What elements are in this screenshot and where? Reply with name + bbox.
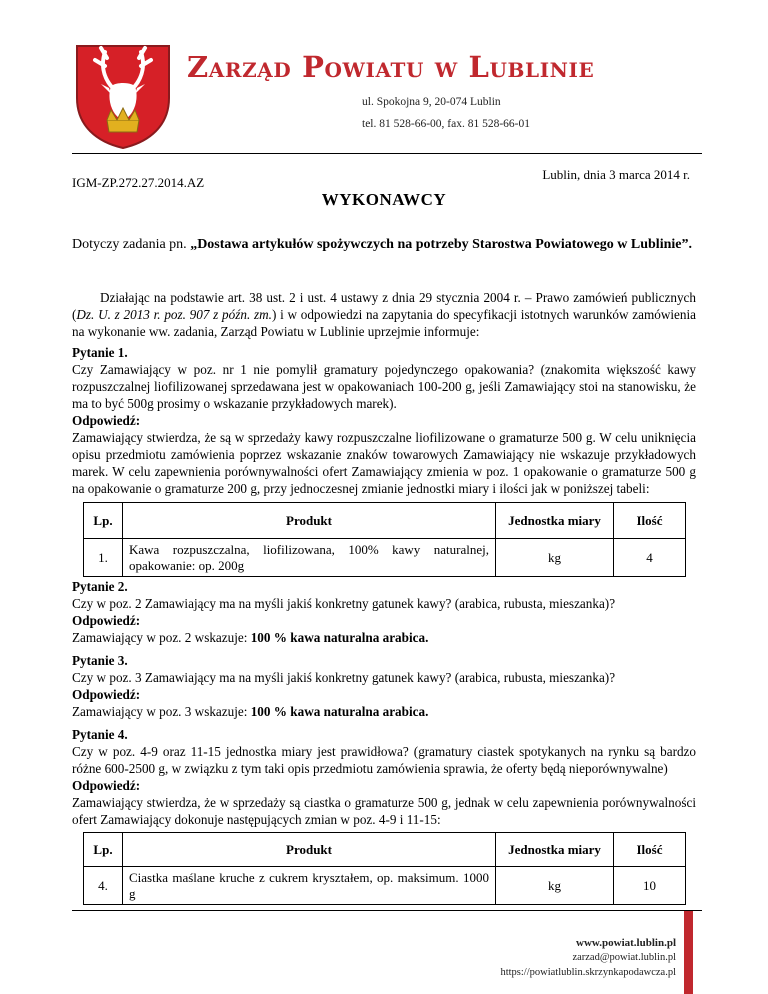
footer-inbox-link[interactable]: https://powiatlublin.skrzynkapodawcza.pl [500, 967, 676, 978]
table-row: 4. Ciastka maślane kruche z cukrem kryształem, op. maksimum. 1000 g kg 10 [84, 867, 686, 905]
addressee-heading: WYKONAWCY [321, 190, 447, 209]
subject-title: „Dostawa artykułów spożywczych na potrzeby Starostwa Powiatowego w Lublinie”. [190, 237, 692, 252]
table-row: 1. Kawa rozpuszczalna, liofilizowana, 100% kawy naturalnej, opakowanie: op. 200g kg 4 [84, 539, 686, 577]
question-text: Czy w poz. 3 Zamawiający ma na myśli jakiś konkretny gatunek kawy? (arabica, rubusta, mieszanka)? [72, 670, 616, 685]
header-divider [72, 153, 702, 154]
answer-text: Zamawiający w poz. 2 wskazuje: 100 % kawa naturalna arabica. [72, 630, 429, 645]
product-table-1 [83, 502, 686, 577]
address-line: ul. Spokojna 9, 20-074 Lublin [362, 96, 501, 108]
answer-text: Zamawiający stwierdza, że są w sprzedaży kawy rozpuszczalne liofilizowane o gramaturze 500 g. W celu uniknięcia opisu przedmiotu zamówienia poprzez wskazanie znaków towarowych Zamawiający nie wskazuje przykładowych marek. W celu zapewnienia porównywalności ofert Zamawiający zmienia w poz. 1 opakowanie o gramaturze 500 g na opakowanie o gramaturze 200 g, przy jednoczesnej zmianie jednostki miary i ilości jak w poniższej tabeli: [72, 430, 696, 496]
question-4-section [72, 726, 696, 828]
table-header-row: Lp. Produkt Jednostka miary Ilość [84, 833, 686, 867]
legal-citation: Dz. U. z 2013 r. poz. 907 z późn. zm. [76, 307, 272, 322]
footer-accent-bar [684, 911, 693, 994]
question-3-section [72, 652, 696, 720]
question-text: Czy w poz. 2 Zamawiający ma na myśli jakiś konkretny gatunek kawy? (arabica, rubusta, mieszanka)? [72, 596, 616, 611]
question-text: Czy Zamawiający w poz. nr 1 nie pomylił gramatury pojedynczego opakowania? (znakomita większość kawy rozpuszczalnej liofilizowanej sprzedawana jest w opakowaniach 100-200 g, jeśli Zamawiający stoi na stanowisku, że ma to być 500g prosimy o wskazanie przykładowych marek). [72, 362, 696, 411]
footer-website-link[interactable]: www.powiat.lublin.pl [576, 937, 676, 949]
question-2-section [72, 578, 696, 646]
table-header-row: Lp. Produkt Jednostka miary Ilość [84, 503, 686, 539]
intro-paragraph: Działając na podstawie art. 38 ust. 2 i ust. 4 ustawy z dnia 29 stycznia 2004 r. – Prawo zamówień publicznych (Dz. U. z 2013 r. poz. 907 z późn. zm.) i w odpowiedzi na zapytania do specyfikacji istotnych warunków zamówienia na wykonanie ww. zadania, Zarząd Powiatu w Lublinie uprzejmie informuje: [72, 290, 696, 339]
footer-divider [72, 910, 702, 911]
subject-line [72, 236, 696, 254]
product-table-2 [83, 832, 686, 905]
answer-text: Zamawiający w poz. 3 wskazuje: 100 % kawa naturalna arabica. [72, 704, 429, 719]
question-label: Pytanie 4. [72, 727, 128, 742]
answer-text: Zamawiający stwierdza, że w sprzedaży są ciastka o gramaturze 500 g, jednak w celu zapewnienia porównywalności ofert Zamawiający dokonuje następujących zmian w poz. 4-9 i 11-15: [72, 795, 696, 827]
reference-number: IGM-ZP.272.27.2014.AZ [72, 175, 205, 190]
question-1-section [72, 344, 696, 497]
question-label: Pytanie 3. [72, 653, 128, 668]
coat-of-arms-logo [71, 40, 175, 150]
question-text: Czy w poz. 4-9 oraz 11-15 jednostka miary jest prawidłowa? (gramatury ciastek spotykanych na rynku są bardzo różne 600-2500 g, w związku z tym taki opis przedmiotu zamówienia sprawia, że oferty będą nieporównywalne) [72, 744, 696, 776]
contact-line: tel. 81 528-66-00, fax. 81 528-66-01 [362, 118, 530, 130]
question-label: Pytanie 1. [72, 345, 128, 360]
letter-date: Lublin, dnia 3 marca 2014 r. [542, 167, 690, 182]
answer-label: Odpowiedź: [72, 778, 141, 793]
answer-label: Odpowiedź: [72, 613, 141, 628]
organization-name: Zarząd Powiatu w Lublinie [187, 50, 595, 84]
footer-email-link[interactable]: zarzad@powiat.lublin.pl [572, 952, 676, 963]
question-label: Pytanie 2. [72, 579, 128, 594]
answer-label: Odpowiedź: [72, 687, 141, 702]
answer-label: Odpowiedź: [72, 413, 141, 428]
subject-prefix: Dotyczy zadania pn. [72, 237, 191, 252]
